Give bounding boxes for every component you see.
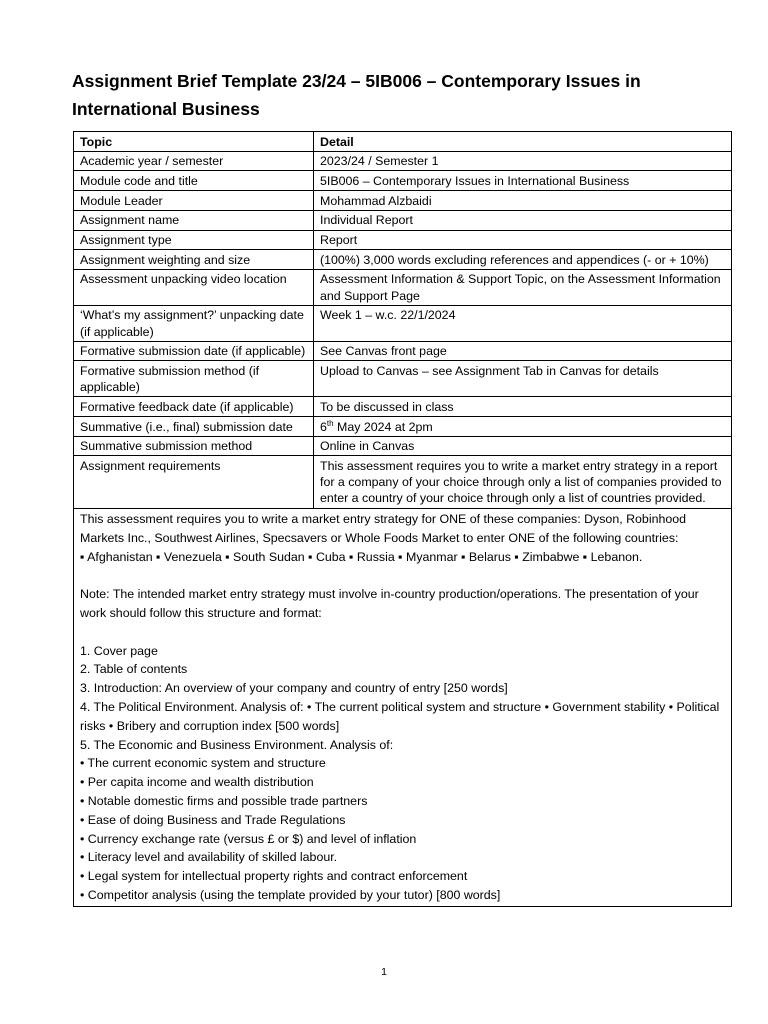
- detail-cell: 2023/24 / Semester 1: [314, 151, 732, 171]
- detail-cell: Week 1 – w.c. 22/1/2024: [314, 305, 732, 341]
- topic-cell: ‘What’s my assignment?’ unpacking date (if applicable): [74, 305, 314, 341]
- structure-item: • Notable domestic firms and possible trade partners: [80, 794, 368, 809]
- topic-cell: Academic year / semester: [74, 151, 314, 171]
- ordinal-suffix: th: [326, 418, 334, 428]
- requirements-text-cell: [74, 508, 732, 906]
- structure-item: • Legal system for intellectual property rights and contract enforcement: [80, 869, 468, 884]
- topic-cell: Summative (i.e., final) submission date: [74, 417, 314, 437]
- detail-cell: (100%) 3,000 words excluding references and appendices (- or + 10%): [314, 250, 732, 270]
- detail-cell: Mohammad Alzbaidi: [314, 191, 732, 211]
- table-row: [74, 305, 732, 341]
- structure-item: 2. Table of contents: [80, 662, 188, 677]
- topic-cell: Module Leader: [74, 191, 314, 211]
- structure-item: • Currency exchange rate (versus £ or $) and level of inflation: [80, 831, 417, 846]
- requirements-note: Note: The intended market entry strategy must involve in-country production/operations. The presentation of your work should follow this structure and format:: [80, 587, 699, 621]
- detail-cell: 5IB006 – Contemporary Issues in International Business: [314, 171, 732, 191]
- assignment-brief-table: [73, 131, 732, 907]
- detail-cell: Online in Canvas: [314, 436, 732, 456]
- page-number: 1: [381, 966, 387, 978]
- requirements-intro: This assessment requires you to write a market entry strategy for ONE of these companies: Dyson, Robinhood Markets Inc., Southwest Airlines, Specsavers or Whole Foods Market to enter ONE of the following countries:: [80, 512, 687, 545]
- detail-cell: Report: [314, 230, 732, 250]
- topic-cell: Formative submission date (if applicable): [74, 341, 314, 361]
- country-list: ▪ Afghanistan ▪ Venezuela ▪ South Sudan ▪ Cuba ▪ Russia ▪ Myanmar ▪ Belarus ▪ Zimbabwe ▪ Lebanon.: [80, 549, 643, 564]
- detail-cell: See Canvas front page: [314, 341, 732, 361]
- detail-cell: To be discussed in class: [314, 397, 732, 417]
- topic-cell: Summative submission method: [74, 436, 314, 456]
- detail-cell: [314, 417, 732, 437]
- submission-day: 6: [320, 419, 327, 434]
- topic-cell: Assessment unpacking video location: [74, 269, 314, 305]
- table-row: [74, 171, 732, 191]
- table-row: [74, 250, 732, 270]
- table-row: [74, 269, 732, 305]
- table-row: [74, 151, 732, 171]
- table-row: [74, 341, 732, 361]
- table-row: [74, 436, 732, 456]
- table-row: [74, 230, 732, 250]
- submission-date-rest: May 2024 at 2pm: [333, 419, 433, 434]
- topic-cell: Formative submission method (if applicable): [74, 361, 314, 397]
- requirements-row: [74, 508, 732, 906]
- table-row: [74, 417, 732, 437]
- structure-item: 1. Cover page: [80, 643, 158, 658]
- table-row: [74, 456, 732, 508]
- detail-cell: Individual Report: [314, 210, 732, 230]
- structure-item: • Competitor analysis (using the template provided by your tutor) [800 words]: [80, 888, 501, 902]
- table-row: [74, 210, 732, 230]
- detail-cell: Assessment Information & Support Topic, on the Assessment Information and Support Page: [314, 269, 732, 305]
- structure-item: 5. The Economic and Business Environment. Analysis of:: [80, 737, 394, 752]
- document-title: Assignment Brief Template 23/24 – 5IB006 – Contemporary Issues in International Business: [72, 71, 641, 119]
- detail-cell: This assessment requires you to write a market entry strategy in a report for a company of your choice through only a list of companies provided to enter a country of your choice through only a list of countries provided.: [314, 456, 732, 508]
- structure-item: • The current economic system and structure: [80, 756, 326, 771]
- topic-cell: Formative feedback date (if applicable): [74, 397, 314, 417]
- table-header-row: [74, 132, 732, 152]
- topic-cell: Assignment type: [74, 230, 314, 250]
- structure-item: • Literacy level and availability of skilled labour.: [80, 850, 338, 865]
- structure-item: 3. Introduction: An overview of your company and country of entry [250 words]: [80, 681, 508, 696]
- topic-cell: Assignment name: [74, 210, 314, 230]
- spacer: [80, 566, 725, 585]
- table-row: [74, 191, 732, 211]
- spacer: [80, 623, 725, 642]
- table-row: [74, 361, 732, 397]
- table-row: [74, 397, 732, 417]
- topic-cell: Module code and title: [74, 171, 314, 191]
- structure-item: • Per capita income and wealth distribution: [80, 775, 314, 790]
- structure-item: • Ease of doing Business and Trade Regulations: [80, 812, 346, 827]
- topic-cell: Assignment weighting and size: [74, 250, 314, 270]
- topic-cell: Assignment requirements: [74, 456, 314, 508]
- topic-column-header: Topic: [74, 132, 314, 152]
- detail-column-header: Detail: [314, 132, 732, 152]
- structure-item: 4. The Political Environment. Analysis of: • The current political system and structure • Government stability • Political risks • Bribery and corruption index [500 words]: [80, 700, 720, 733]
- detail-cell: Upload to Canvas – see Assignment Tab in Canvas for details: [314, 361, 732, 397]
